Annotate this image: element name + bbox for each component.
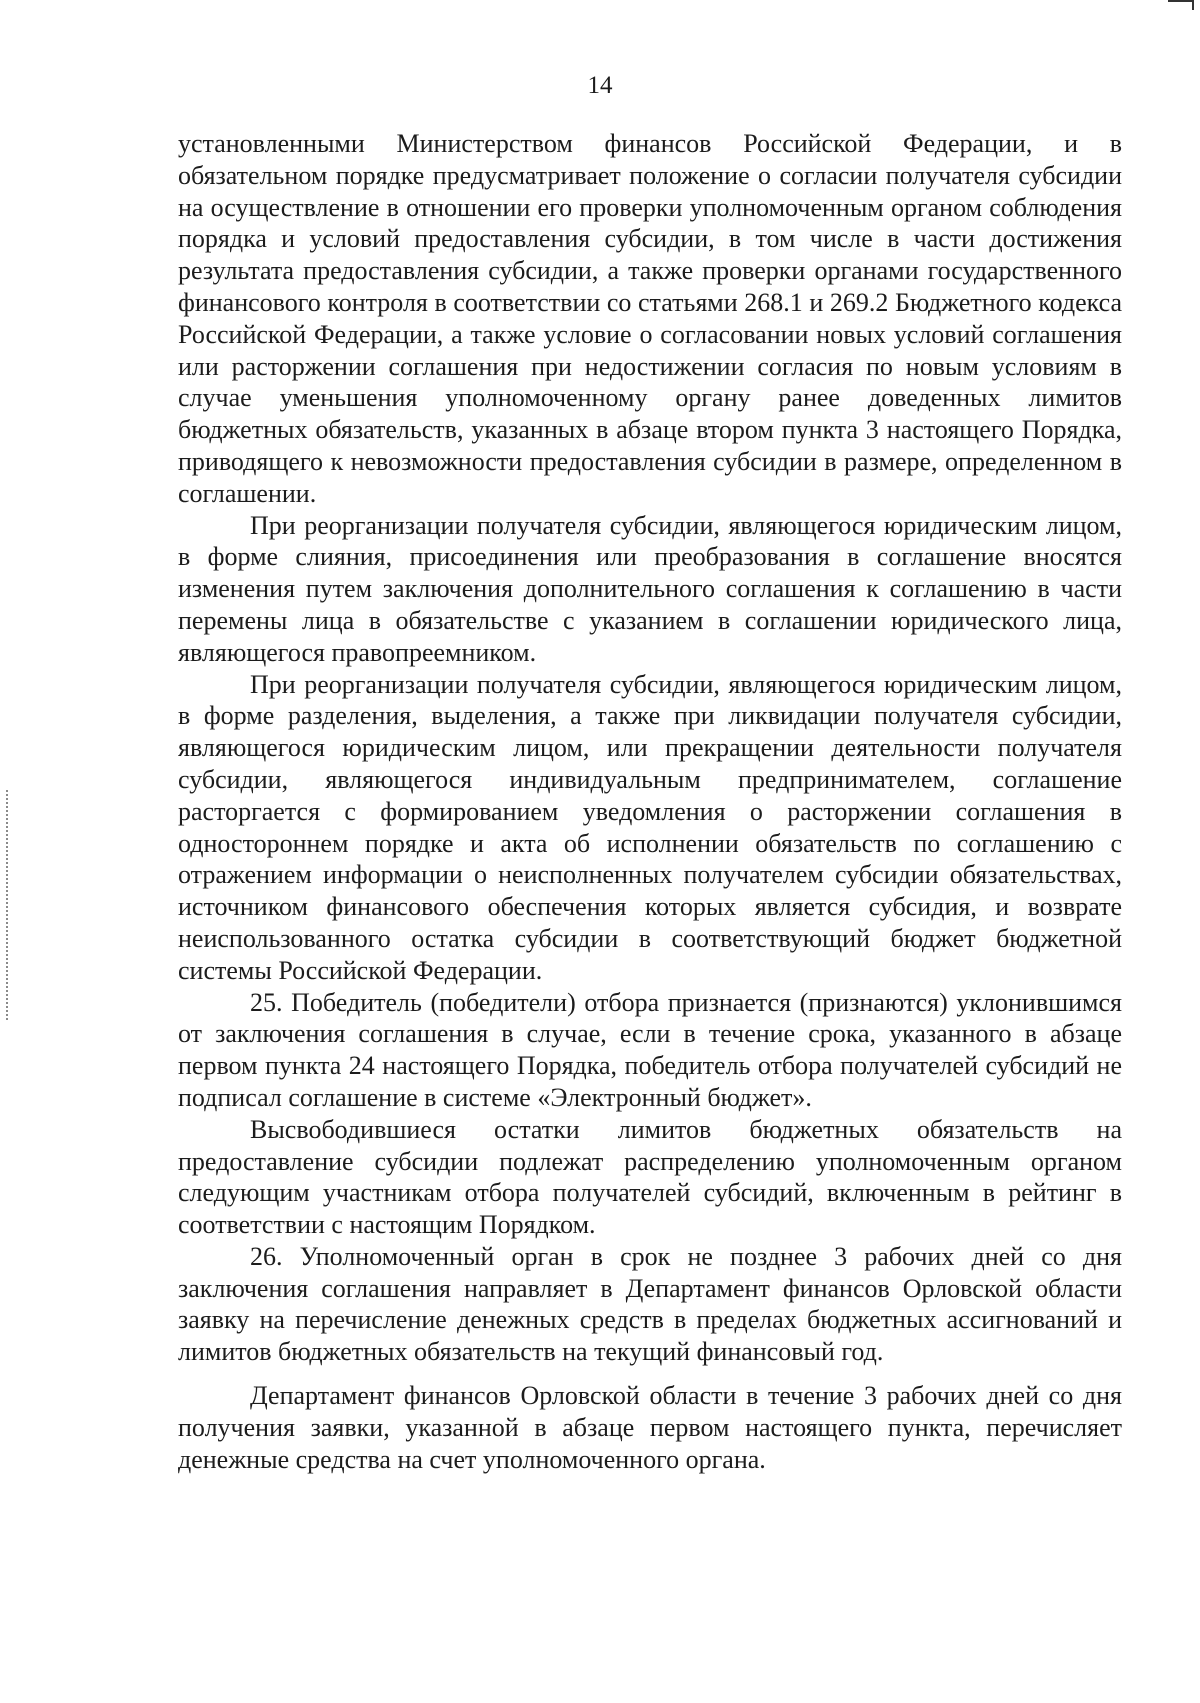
document-body — [178, 128, 1122, 1475]
scan-margin-dots — [6, 790, 10, 1020]
page-number: 14 — [587, 72, 613, 99]
paragraph-item-26: 26. Уполномоченный орган в срок не позднее 3 рабочих дней со дня заключения соглашения направляет в Департамент финансов Орловской области заявку на перечисление денежных средств в пределах бюджетных ассигнований и лимитов бюджетных обязательств на текущий финансовый год. — [178, 1241, 1122, 1367]
paragraph-reorganization-merger: При реорганизации получателя субсидии, являющегося юридическим лицом, в форме слияния, присоединения или преобразования в соглашение вносятся изменения путем заключения дополнительного соглашения к соглашению в части перемены лица в обязательстве с указанием в соглашении юридического лица, являющегося правопреемником. — [178, 510, 1122, 667]
paragraph-item-25: 25. Победитель (победители) отбора признается (признаются) уклонившимся от заключения соглашения в случае, если в течение срока, указанного в абзаце первом пункта 24 настоящего Порядка, победитель отбора получателей субсидий не подписал соглашение в системе «Электронный бюджет». — [178, 987, 1122, 1112]
paragraph-released-limits: Высвободившиеся остатки лимитов бюджетных обязательств на предоставление субсидии подлежат распределению уполномоченным органом следующим участникам отбора получателей субсидий, включенным в рейтинг в соответствии с настоящим Порядком. — [178, 1114, 1122, 1240]
scan-corner-mark — [1168, 0, 1194, 10]
paragraph-finance-department-transfer: Департамент финансов Орловской области в течение 3 рабочих дней со дня получения заявки, указанной в абзаце первом настоящего пункта, перечисляет денежные средства на счет уполномоченного органа. — [178, 1381, 1122, 1474]
paragraph-reorganization-division: При реорганизации получателя субсидии, являющегося юридическим лицом, в форме разделения, выделения, а также при ликвидации получателя субсидии, являющегося юридическим лицом, или прекращении деятельности получателя субсидии, являющегося индивидуальным предпринимателем, соглашение расторгается с формированием уведомления о расторжении соглашения в одностороннем порядке и акта об исполнении обязательств по соглашению с отражением информации о неисполненных получателем субсидии обязательствах, источником финансового обеспечения которых является субсидия, и возврате неиспользованного остатка субсидии в соответствующий бюджет бюджетной системы Российской Федерации. — [178, 669, 1122, 985]
paragraph-continuation: установленными Министерством финансов Российской Федерации, и в обязательном порядке предусматривает положение о согласии получателя субсидии на осуществление в отношении его проверки уполномоченным органом соблюдения порядка и условий предоставления субсидии, в том числе в части достижения результата предоставления субсидии, а также проверки органами государственного финансового контроля в соответствии со статьями 268.1 и 269.2 Бюджетного кодекса Российской Федерации, а также условие о согласовании новых условий соглашения или расторжении соглашения при недостижении согласия по новым условиям в случае уменьшения уполномоченному органу ранее доведенных лимитов бюджетных обязательств, указанных в абзаце втором пункта 3 настоящего Порядка, приводящего к невозможности предоставления субсидии в размере, определенном в соглашении. — [178, 129, 1122, 508]
